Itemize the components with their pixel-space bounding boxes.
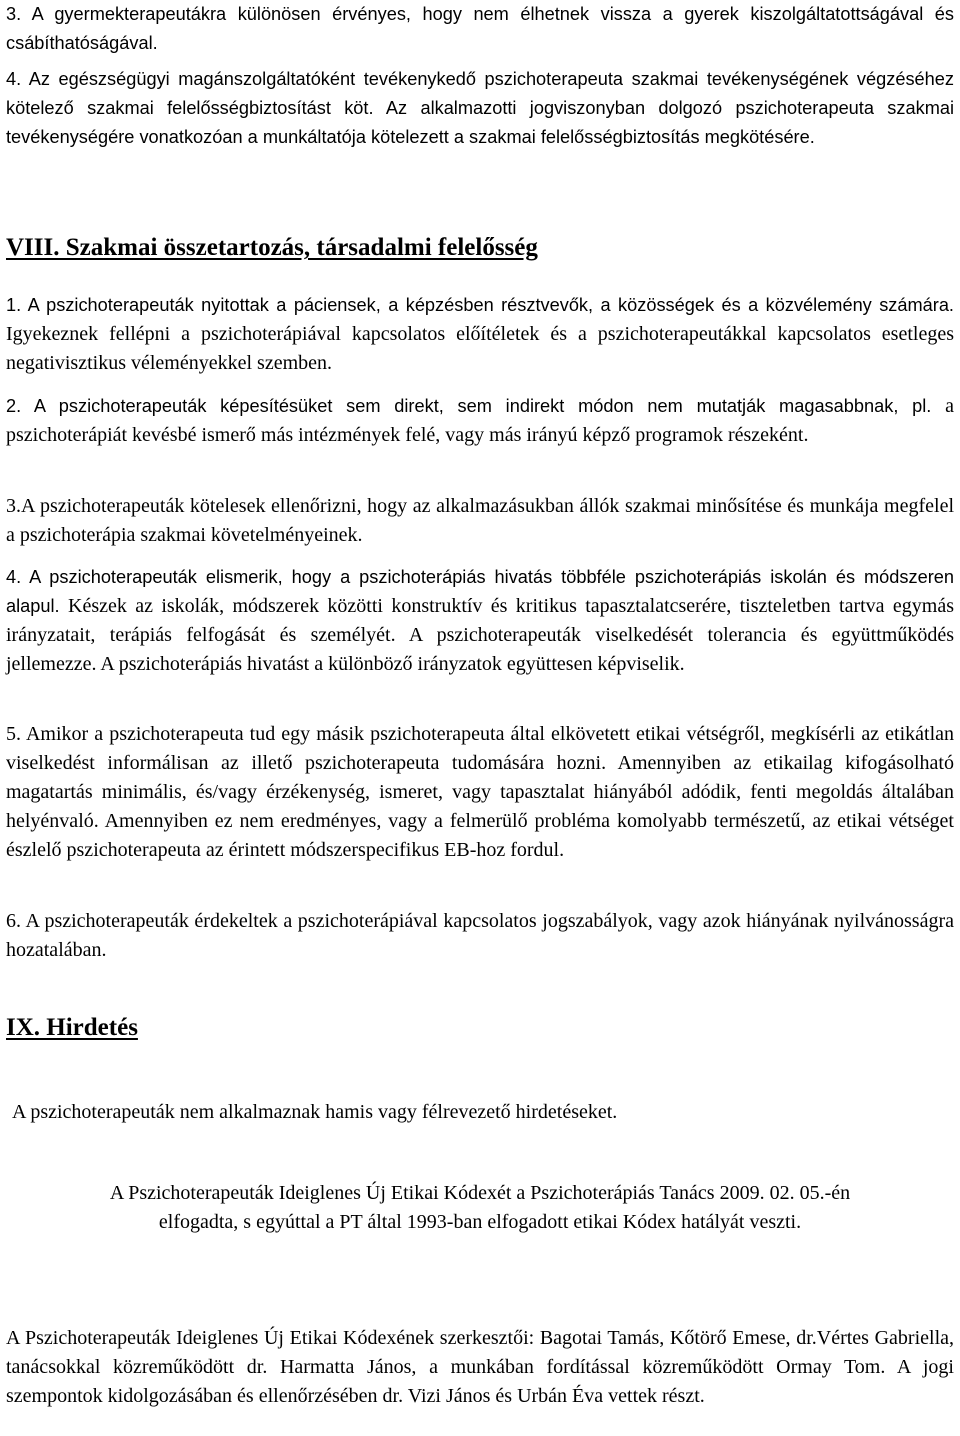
paragraph-text-b: Az alkalmazotti jogviszonyban dolgozó pszichoterapeuta szakmai tevékenységére vonatkozóan a munkáltatója kötelezett a szakmai felelősségbiztosítás megkötésére. (6, 98, 954, 147)
item-text-a: 1. A pszichoterapeuták nyitottak a páciensek, a képzésben résztvevők, a közösségek és a közvélemény számára. (6, 295, 954, 315)
section-viii-item-1 (6, 291, 954, 378)
item-text-b: Igyekeznek fellépni a pszichoterápiával kapcsolatos előítéletek és a pszichoterapeutákkal kapcsolatos esetleges negativisztikus véleményekkel szemben. (6, 323, 954, 374)
adoption-line-1: A Pszichoterapeuták Ideiglenes Új Etikai Kódexét a Pszichoterápiás Tanács 2009. 02. 05.-én (109, 1182, 851, 1204)
item-text-a: 2. A pszichoterapeuták képesítésüket sem direkt, sem indirekt módon nem mutatják magasabbnak, pl. (6, 396, 932, 416)
section-viii-item-3 (6, 492, 954, 550)
item-text-b: 3.A pszichoterapeuták kötelesek ellenőrizni, hogy az alkalmazásukban állók szakmai minősítése és munkája megfelel a pszichoterápia szakmai követelményeinek. (6, 495, 954, 546)
section-heading-ix: IX. Hirdetés (6, 1014, 138, 1041)
editors-paragraph: A Pszichoterapeuták Ideiglenes Új Etikai Kódexének szerkesztői: Bagotai Tamás, Kőtörő Emese, dr.Vértes Gabriella, tanácsokkal közreműködött dr. Harmatta János, a munkában fordítással közreműködött Ormay Tom. A jogi szempontok kidolgozásában és ellenőrzésében dr. Vizi János és Urbán Éva vettek részt. (6, 1327, 954, 1407)
paragraph-text: 3. A gyermekterapeutákra különösen érvényes, hogy nem élhetnek vissza a gyerek kiszolgáltatottságával és csábíthatóságával. (6, 4, 954, 53)
item-text-b: 5. Amikor a pszichoterapeuta tud egy másik pszichoterapeuta által elkövetett etikai vétségről, megkísérli az etikátlan viselkedést informálisan az illető pszichoterapeuta tudomására hozni. Amennyiben az etikailag kifogásolható magatartás minimális, és/vagy érzékenység, ismeret, vagy tapasztalat hiányából adódik, fenti megoldás általában helyénvaló. Amennyiben ez nem eredményes, vagy a felmerülő probléma komolyabb természetű, az etikai vétséget észlelő pszichoterapeuta az érintett módszerspecifikus EB-hoz fordul. (6, 723, 954, 861)
paragraph-text-a: 4. Az egészségügyi magánszolgáltatóként tevékenykedő pszichoterapeuta szakmai tevékenységének végzéséhez kötelező szakmai felelősségbiztosítást köt. (6, 69, 954, 118)
item-text-b: Készek az iskolák, módszerek közötti konstruktív és kritikus tapasztalatcserére, tiszteletben tartva egymás irányzatait, terápiás felfogását és személyét. A pszichoterapeuták viselkedését tolerancia és együttműködés jellemezze. A pszichoterápiás hivatást a különböző irányzatok együttesen képviselik. (6, 595, 954, 675)
item-text-b: 6. A pszichoterapeuták érdekeltek a pszichoterápiával kapcsolatos jogszabályok, vagy azok hiányának nyilvánosságra hozatalában. (6, 910, 954, 961)
section-viii-item-2 (6, 392, 954, 450)
paragraph-4 (6, 65, 954, 152)
paragraph-3 (6, 0, 954, 58)
section-viii-item-6 (6, 907, 954, 965)
item-text-a: 4. A pszichoterapeuták elismerik, hogy a pszichoterápiás hivatás többféle pszichoterápiás iskolán és módszeren alapul. (6, 567, 954, 616)
section-ix-text: A pszichoterapeuták nem alkalmaznak hamis vagy félrevezető hirdetéseket. (12, 1101, 618, 1123)
section-viii-item-5 (6, 720, 954, 865)
section-viii-item-4 (6, 563, 954, 679)
adoption-line-2: elfogadta, s egyúttal a PT által 1993-ban elfogadott etikai Kódex hatályát veszti. (158, 1211, 802, 1233)
section-heading-viii: VIII. Szakmai összetartozás, társadalmi felelősség (6, 234, 538, 261)
item-text-b: a pszichoterápiát kevésbé ismerő más intézmények felé, vagy más irányú képző programok részeként. (6, 395, 954, 446)
